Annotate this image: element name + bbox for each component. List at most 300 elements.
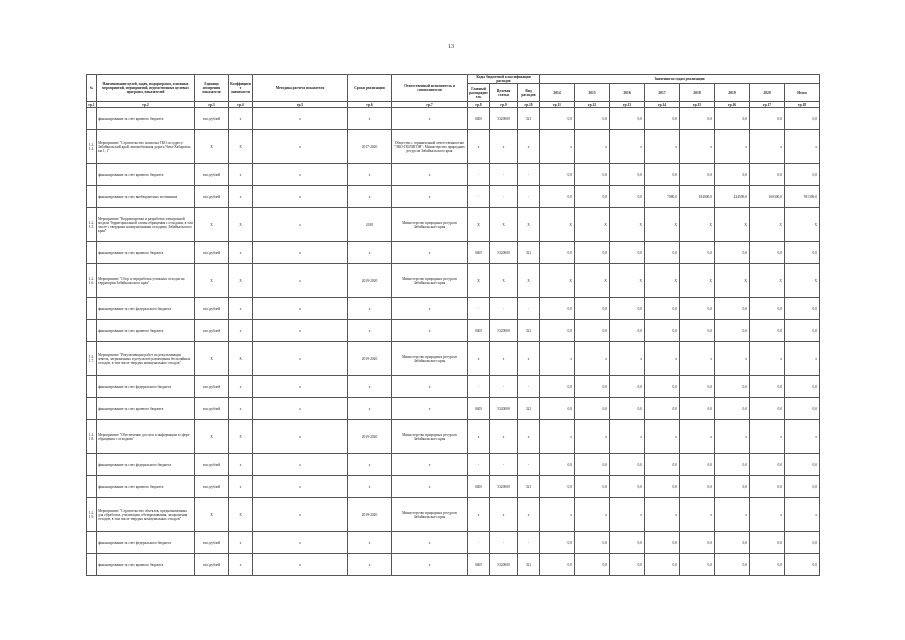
row-value: Х xyxy=(645,208,680,242)
row-value: х xyxy=(715,342,750,376)
row-value: х xyxy=(680,498,715,532)
table-row xyxy=(87,554,820,576)
row-number xyxy=(87,398,97,420)
column-number: гр.1 xyxy=(88,102,95,107)
row-value: Х xyxy=(610,208,645,242)
row-value: Х xyxy=(715,208,750,242)
row-term: х xyxy=(348,242,392,264)
header-budget-col: Вид расходов xyxy=(518,84,540,102)
row-method: х xyxy=(253,130,348,164)
row-value: 0,0 xyxy=(750,242,785,264)
row-value: 0,0 xyxy=(715,454,750,476)
column-number: гр.3 xyxy=(195,102,229,108)
row-value: х xyxy=(540,342,575,376)
row-unit: Х xyxy=(195,498,229,532)
row-method: х xyxy=(253,398,348,420)
row-budget-gr: х xyxy=(468,130,490,164)
column-number: гр.9 xyxy=(490,102,518,108)
row-coef: х xyxy=(229,476,253,498)
row-value: х xyxy=(575,498,610,532)
row-value: 0,0 xyxy=(610,242,645,264)
header-year: 2019 xyxy=(715,84,750,102)
row-value: х xyxy=(645,498,680,532)
row-budget-vr: Х xyxy=(518,264,540,298)
table-row xyxy=(87,420,820,454)
row-coef: х xyxy=(229,376,253,398)
row-value: х xyxy=(750,420,785,454)
row-value: 0,0 xyxy=(540,398,575,420)
row-coef: Х xyxy=(229,342,253,376)
row-unit: тыс.рублей xyxy=(195,164,229,186)
row-budget-vr: - xyxy=(518,164,540,186)
row-value: 0,0 xyxy=(715,532,750,554)
row-value: х xyxy=(680,342,715,376)
column-number: гр.8 xyxy=(468,102,490,108)
row-number: 1.2.1.6. xyxy=(87,264,97,298)
row-value: 0,0 xyxy=(785,398,820,420)
row-method: х xyxy=(253,532,348,554)
table-row xyxy=(87,342,820,376)
row-value: 0,0 xyxy=(645,320,680,342)
row-coef: Х xyxy=(229,208,253,242)
column-number: гр.2 xyxy=(97,102,195,108)
row-budget-gr: 0405 xyxy=(468,242,490,264)
row-executor: х xyxy=(392,298,468,320)
row-number xyxy=(87,242,97,264)
row-executor: х xyxy=(392,164,468,186)
row-value: 0,0 xyxy=(610,298,645,320)
row-value: 0,0 xyxy=(715,164,750,186)
row-budget-cs: - xyxy=(490,186,518,208)
row-value: Х xyxy=(785,264,820,298)
row-value: х xyxy=(540,130,575,164)
row-value: 0,0 xyxy=(785,476,820,498)
column-number: гр.11 xyxy=(540,102,575,108)
row-term: х xyxy=(348,164,392,186)
row-executor: Общество с ограниченной ответственностью "ЭКО-ПОЛИГОН"; Министерство природных ресурсов Забайкальского края xyxy=(392,130,468,164)
row-budget-gr: 0405 xyxy=(468,108,490,130)
row-value: 0,0 xyxy=(540,454,575,476)
row-value: Х xyxy=(610,264,645,298)
row-value: 0,0 xyxy=(750,320,785,342)
row-number xyxy=(87,376,97,398)
row-method: х xyxy=(253,242,348,264)
row-number: 1.2.1.9. xyxy=(87,498,97,532)
row-value: х xyxy=(785,498,820,532)
row-value: 0,0 xyxy=(750,454,785,476)
row-budget-cs: 5320000 xyxy=(490,398,518,420)
row-number xyxy=(87,476,97,498)
row-value: 0,0 xyxy=(680,554,715,576)
row-method: х xyxy=(253,108,348,130)
row-value: 0,0 xyxy=(540,554,575,576)
row-term: х xyxy=(348,376,392,398)
row-value: х xyxy=(575,420,610,454)
row-unit: тыс.рублей xyxy=(195,476,229,498)
row-term: х xyxy=(348,398,392,420)
row-method: х xyxy=(253,376,348,398)
row-value: 0,0 xyxy=(575,476,610,498)
row-coef: х xyxy=(229,554,253,576)
row-budget-vr: х xyxy=(518,130,540,164)
row-method: х xyxy=(253,554,348,576)
row-value: 0,0 xyxy=(750,108,785,130)
row-value: х xyxy=(540,420,575,454)
row-coef: Х xyxy=(229,130,253,164)
column-number: гр.17 xyxy=(750,102,785,108)
row-value: 0,0 xyxy=(610,532,645,554)
row-budget-vr: - xyxy=(518,376,540,398)
row-budget-vr: х xyxy=(518,498,540,532)
row-term: х xyxy=(348,454,392,476)
row-value: 0,0 xyxy=(645,242,680,264)
column-number: гр.12 xyxy=(575,102,610,108)
row-unit: тыс.рублей xyxy=(195,186,229,208)
row-value: 0,0 xyxy=(540,186,575,208)
row-value: 0,0 xyxy=(575,398,610,420)
row-budget-cs: х xyxy=(490,498,518,532)
row-value: 0,0 xyxy=(540,242,575,264)
row-budget-cs: - xyxy=(490,532,518,554)
row-unit: тыс.рублей xyxy=(195,108,229,130)
row-number xyxy=(87,108,97,130)
row-value: х xyxy=(680,130,715,164)
row-value: Х xyxy=(540,208,575,242)
row-executor: Министерство природных ресурсов Забайкальского края xyxy=(392,498,468,532)
row-executor: х xyxy=(392,320,468,342)
row-budget-vr: - xyxy=(518,186,540,208)
header-year: 2015 xyxy=(575,84,610,102)
row-method: х xyxy=(253,264,348,298)
row-budget-vr: 321 xyxy=(518,398,540,420)
row-number xyxy=(87,186,97,208)
row-executor: Министерство природных ресурсов Забайкальского края xyxy=(392,264,468,298)
row-value: 7080,0 xyxy=(645,186,680,208)
row-coef: х xyxy=(229,298,253,320)
row-executor: х xyxy=(392,186,468,208)
row-method: х xyxy=(253,476,348,498)
row-value: х xyxy=(680,420,715,454)
row-budget-vr: 321 xyxy=(518,320,540,342)
row-value: 0,0 xyxy=(785,554,820,576)
row-coef: Х xyxy=(229,420,253,454)
row-value: 0,0 xyxy=(610,454,645,476)
row-value: 0,0 xyxy=(610,186,645,208)
row-budget-cs: 5320000 xyxy=(490,108,518,130)
table-row xyxy=(87,476,820,498)
row-value: х xyxy=(750,342,785,376)
table-row xyxy=(87,498,820,532)
row-value: 0,0 xyxy=(575,454,610,476)
row-value: 0,0 xyxy=(610,320,645,342)
row-executor: х xyxy=(392,454,468,476)
header-values-group: Значения по годам реализации xyxy=(540,75,820,84)
row-value: 0,0 xyxy=(575,376,610,398)
table-row xyxy=(87,108,820,130)
row-value: 0,0 xyxy=(750,398,785,420)
row-value: Х xyxy=(540,264,575,298)
row-value: 0,0 xyxy=(645,454,680,476)
header-no: № xyxy=(87,75,97,102)
row-value: 0,0 xyxy=(715,376,750,398)
row-unit: Х xyxy=(195,342,229,376)
header-year: 2018 xyxy=(680,84,715,102)
row-budget-gr: х xyxy=(468,342,490,376)
row-term: х xyxy=(348,108,392,130)
row-value: 0,0 xyxy=(680,108,715,130)
row-value: 0,0 xyxy=(785,164,820,186)
row-value: 434509,0 xyxy=(715,186,750,208)
row-budget-gr: 0405 xyxy=(468,476,490,498)
row-term: 2017-2020 xyxy=(348,130,392,164)
row-value: 0,0 xyxy=(715,320,750,342)
row-value: 0,0 xyxy=(610,398,645,420)
row-name: Мероприятие "Строительство полигона ТКО по адресу: Забайкальский край, автомобильная дорога Чита-Хабаровск, км 1, 1" xyxy=(97,130,195,164)
row-value: 0,0 xyxy=(785,298,820,320)
row-method: х xyxy=(253,186,348,208)
header-budget-col: Целевая статья xyxy=(490,84,518,102)
column-number: гр.18 xyxy=(785,102,820,108)
row-budget-gr: - xyxy=(468,186,490,208)
row-value: 0,0 xyxy=(575,532,610,554)
row-number xyxy=(87,532,97,554)
row-method: х xyxy=(253,164,348,186)
row-value: 0,0 xyxy=(610,164,645,186)
row-value: Х xyxy=(750,208,785,242)
row-method: х xyxy=(253,342,348,376)
column-number: гр.10 xyxy=(518,102,540,108)
row-budget-gr: - xyxy=(468,164,490,186)
row-value: 0,0 xyxy=(680,476,715,498)
row-coef: х xyxy=(229,320,253,342)
row-value: 0,0 xyxy=(715,242,750,264)
row-value: 0,0 xyxy=(610,476,645,498)
table-row xyxy=(87,398,820,420)
row-executor: х xyxy=(392,242,468,264)
row-value: 0,0 xyxy=(575,186,610,208)
row-value: 0,0 xyxy=(540,320,575,342)
row-value: х xyxy=(645,130,680,164)
row-value: 0,0 xyxy=(680,398,715,420)
table-header xyxy=(87,75,820,108)
row-value: 0,0 xyxy=(575,108,610,130)
table-row xyxy=(87,164,820,186)
page-number: 13 xyxy=(448,44,454,50)
row-unit: Х xyxy=(195,208,229,242)
row-unit: тыс.рублей xyxy=(195,454,229,476)
row-executor: х xyxy=(392,398,468,420)
row-coef: х xyxy=(229,532,253,554)
row-budget-cs: Х xyxy=(490,264,518,298)
table-row xyxy=(87,298,820,320)
row-value: 0,0 xyxy=(785,376,820,398)
row-value: 0,0 xyxy=(540,532,575,554)
row-value: 0,0 xyxy=(645,298,680,320)
row-value: 0,0 xyxy=(680,320,715,342)
row-value: 0,0 xyxy=(785,242,820,264)
row-term: х xyxy=(348,554,392,576)
row-value: х xyxy=(645,420,680,454)
row-budget-gr: 0405 xyxy=(468,398,490,420)
row-value: 0,0 xyxy=(785,108,820,130)
column-number: гр.14 xyxy=(645,102,680,108)
row-executor: х xyxy=(392,108,468,130)
row-term: х xyxy=(348,476,392,498)
row-unit: тыс.рублей xyxy=(195,554,229,576)
header-method: Методика расчета показателя xyxy=(253,75,348,102)
row-coef: Х xyxy=(229,498,253,532)
header-name: Наименование целей, задач, подпрограмм, основных мероприятий, мероприятий, ведомственных целевых программ, показателей xyxy=(97,75,195,102)
row-unit: Х xyxy=(195,420,229,454)
row-value: 0,0 xyxy=(680,242,715,264)
row-value: Х xyxy=(715,264,750,298)
row-name: Мероприятие "Строительство объектов, предназначенных для обработки, утилизации, обезвреживания, захоронения отходов, в том числе твердых коммунальных отходов" xyxy=(97,498,195,532)
row-method: х xyxy=(253,420,348,454)
row-coef: х xyxy=(229,454,253,476)
row-budget-vr: - xyxy=(518,532,540,554)
row-value: х xyxy=(610,420,645,454)
row-value: Х xyxy=(750,264,785,298)
row-value: 0,0 xyxy=(715,298,750,320)
row-number xyxy=(87,554,97,576)
row-value: 0,0 xyxy=(540,164,575,186)
column-number: гр.6 xyxy=(348,102,392,108)
table-row xyxy=(87,532,820,554)
row-value: х xyxy=(715,498,750,532)
row-budget-cs: 5320000 xyxy=(490,320,518,342)
row-name: финансирование за счет краевого бюджета xyxy=(97,164,195,186)
header-budget-group: Коды бюджетной классификации расходов xyxy=(468,75,540,84)
row-executor: х xyxy=(392,476,468,498)
row-value: 0,0 xyxy=(750,298,785,320)
row-value: Х xyxy=(645,264,680,298)
row-value: х xyxy=(575,342,610,376)
row-number: 1.2.1.5. xyxy=(87,208,97,242)
row-budget-vr: 321 xyxy=(518,476,540,498)
row-number xyxy=(87,454,97,476)
row-name: финансирование за счет внебюджетных источников xyxy=(97,186,195,208)
column-number: гр.13 xyxy=(610,102,645,108)
row-name: Мероприятие "Корректировка и разработка электронной модели Территориальной схемы обращения с отходами, в том числе с твердыми коммунальными отходами, Забайкальского края" xyxy=(97,208,195,242)
row-budget-gr: - xyxy=(468,454,490,476)
row-value: 0,0 xyxy=(750,164,785,186)
row-budget-cs: - xyxy=(490,164,518,186)
table-row xyxy=(87,186,820,208)
table-row xyxy=(87,208,820,242)
header-year: 2016 xyxy=(610,84,645,102)
row-coef: Х xyxy=(229,264,253,298)
row-value: 0,0 xyxy=(610,376,645,398)
program-table-sheet xyxy=(86,74,819,576)
row-value: 0,0 xyxy=(645,108,680,130)
row-budget-gr: - xyxy=(468,532,490,554)
row-term: 2019-2020 xyxy=(348,420,392,454)
row-name: финансирование за счет краевого бюджета xyxy=(97,320,195,342)
row-number: 1.2.1.8. xyxy=(87,420,97,454)
row-value: 0,0 xyxy=(575,242,610,264)
row-budget-gr: х xyxy=(468,420,490,454)
row-value: 0,0 xyxy=(715,398,750,420)
header-budget-col: Главный распорядитель xyxy=(468,84,490,102)
row-unit: тыс.рублей xyxy=(195,320,229,342)
program-table xyxy=(86,74,820,576)
column-number: гр.5 xyxy=(253,102,348,108)
header-executor: Ответственный исполнитель и соисполнители xyxy=(392,75,468,102)
row-value: 0,0 xyxy=(680,376,715,398)
row-value: 0,0 xyxy=(645,532,680,554)
row-name: Мероприятие "Обеспечение доступа к информации в сфере обращения с отходами" xyxy=(97,420,195,454)
row-value: 0,0 xyxy=(715,108,750,130)
header-year: 2020 xyxy=(750,84,785,102)
row-name: финансирование за счет федерального бюджета xyxy=(97,298,195,320)
row-value: х xyxy=(750,130,785,164)
row-value: 0,0 xyxy=(750,532,785,554)
row-term: 2019-2020 xyxy=(348,498,392,532)
row-executor: х xyxy=(392,554,468,576)
row-value: Х xyxy=(680,208,715,242)
row-budget-cs: - xyxy=(490,454,518,476)
row-value: х xyxy=(645,342,680,376)
row-budget-cs: 5320000 xyxy=(490,242,518,264)
row-value: х xyxy=(785,130,820,164)
row-budget-cs: х xyxy=(490,130,518,164)
table-row xyxy=(87,376,820,398)
row-value: 0,0 xyxy=(575,554,610,576)
row-budget-vr: 321 xyxy=(518,108,540,130)
table-row xyxy=(87,320,820,342)
table-row xyxy=(87,264,820,298)
row-method: х xyxy=(253,208,348,242)
row-budget-gr: 0405 xyxy=(468,554,490,576)
row-name: финансирование за счет краевого бюджета xyxy=(97,476,195,498)
row-value: 0,0 xyxy=(645,376,680,398)
row-value: 0,0 xyxy=(680,164,715,186)
row-value: 0,0 xyxy=(785,320,820,342)
row-term: 2019-2020 xyxy=(348,342,392,376)
row-value: 0,0 xyxy=(540,376,575,398)
row-unit: тыс.рублей xyxy=(195,298,229,320)
row-method: х xyxy=(253,454,348,476)
row-value: 0,0 xyxy=(680,454,715,476)
row-value: Х xyxy=(575,264,610,298)
row-name: финансирование за счет федерального бюджета xyxy=(97,454,195,476)
row-unit: Х xyxy=(195,130,229,164)
row-value: 160300,0 xyxy=(750,186,785,208)
row-value: 0,0 xyxy=(680,298,715,320)
row-budget-gr: х xyxy=(468,498,490,532)
row-name: финансирование за счет краевого бюджета xyxy=(97,398,195,420)
row-budget-gr: 0405 xyxy=(468,320,490,342)
column-number: гр.15 xyxy=(680,102,715,108)
header-unit: Единица измерения показателя xyxy=(195,75,229,102)
row-name: финансирование за счет федерального бюджета xyxy=(97,376,195,398)
row-budget-gr: Х xyxy=(468,208,490,242)
row-value: 0,0 xyxy=(575,298,610,320)
row-value: Х xyxy=(680,264,715,298)
row-name: финансирование за счет краевого бюджета xyxy=(97,108,195,130)
row-value: 0,0 xyxy=(645,476,680,498)
row-value: х xyxy=(610,130,645,164)
row-executor: х xyxy=(392,376,468,398)
row-term: х xyxy=(348,186,392,208)
row-coef: х xyxy=(229,108,253,130)
row-budget-vr: - xyxy=(518,454,540,476)
row-budget-vr: х xyxy=(518,420,540,454)
header-year: 2014 xyxy=(540,84,575,102)
row-budget-cs: 5320000 xyxy=(490,476,518,498)
row-number: 1.2.1.7. xyxy=(87,342,97,376)
column-number: гр.4 xyxy=(229,102,253,108)
